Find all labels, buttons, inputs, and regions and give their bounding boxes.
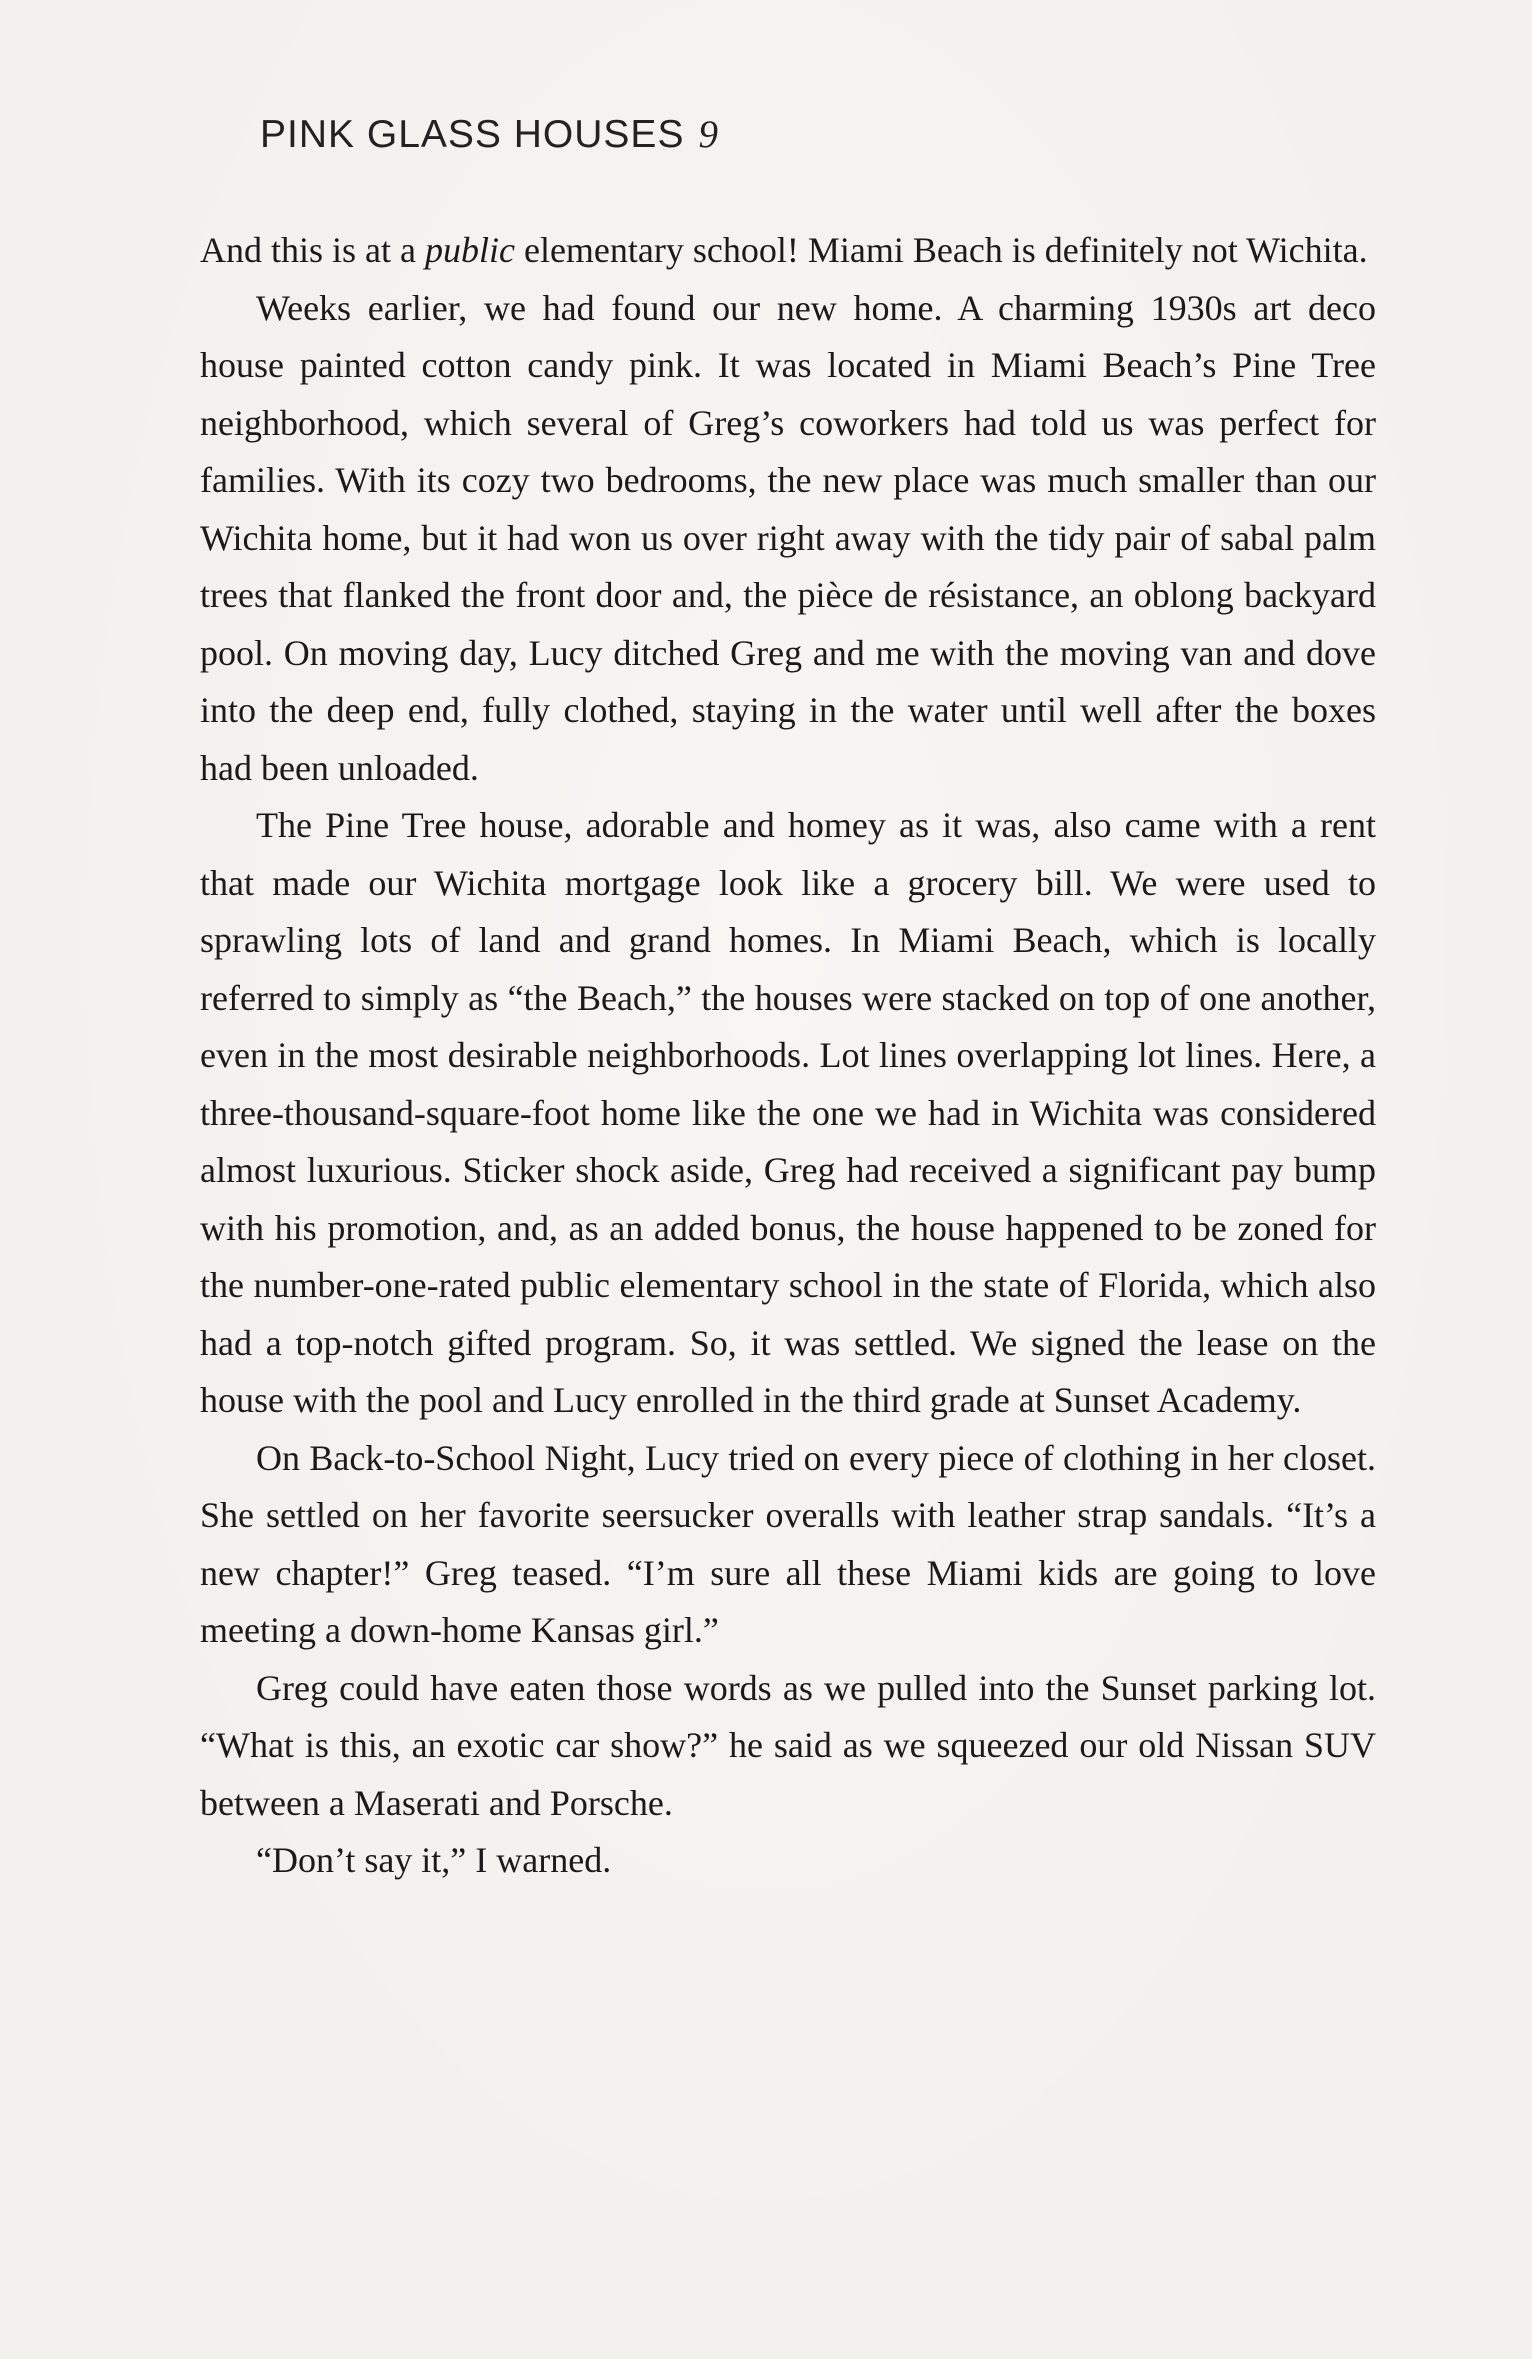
body-text <box>200 222 1376 1890</box>
paragraph-6: “Don’t say it,” I warned. <box>256 1840 612 1880</box>
paragraph-1: And this is at a public elementary school! Miami Beach is definitely not Wichita. <box>200 230 1368 270</box>
book-title: PINK GLASS HOUSES <box>260 113 685 156</box>
paragraph-3: The Pine Tree house, adorable and homey as it was, also came with a rent that made our Wichita mortgage look like a grocery bill. We were used to sprawling lots of land and grand homes. In Miami Beach, which is locally referred to simply as “the Beach,” the houses were stacked on top of one another, even in the most desirable neighborhoods. Lot lines overlapping lot lines. Here, a three-thousand-square-foot home like the one we had in Wichita was considered almost luxurious. Sticker shock aside, Greg had received a significant pay bump with his promotion, and, as an added bonus, the house happened to be zoned for the number-one-rated public elementary school in the state of Florida, which also had a top-notch gifted program. So, it was settled. We signed the lease on the house with the pool and Lucy enrolled in the third grade at Sunset Academy. <box>200 805 1376 1420</box>
paragraph-2: Weeks earlier, we had found our new home. A charming 1930s art deco house painted cotton candy pink. It was located in Miami Beach’s Pine Tree neighborhood, which several of Greg’s coworkers had told us was perfect for families. With its cozy two bedrooms, the new place was much smaller than our Wichita home, but it had won us over right away with the tidy pair of sabal palm trees that flanked the front door and, the pièce de résistance, an oblong backyard pool. On moving day, Lucy ditched Greg and me with the moving van and dove into the deep end, fully clothed, staying in the water until well after the boxes had been unloaded. <box>200 287 1376 788</box>
paragraph-4: On Back-to-School Night, Lucy tried on every piece of clothing in her closet. She settled on her favorite seersucker overalls with leather strap sandals. “It’s a new chapter!” Greg teased. “I’m sure all these Miami kids are going to love meeting a down-home Kansas girl.” <box>200 1437 1376 1650</box>
page-number: 9 <box>698 113 719 156</box>
running-header <box>260 112 719 157</box>
paragraph-5: Greg could have eaten those words as we pulled into the Sunset parking lot. “What is this, an exotic car show?” he said as we squeezed our old Nissan SUV between a Maserati and Porsche. <box>200 1667 1376 1823</box>
emphasis-public: public <box>424 230 515 270</box>
